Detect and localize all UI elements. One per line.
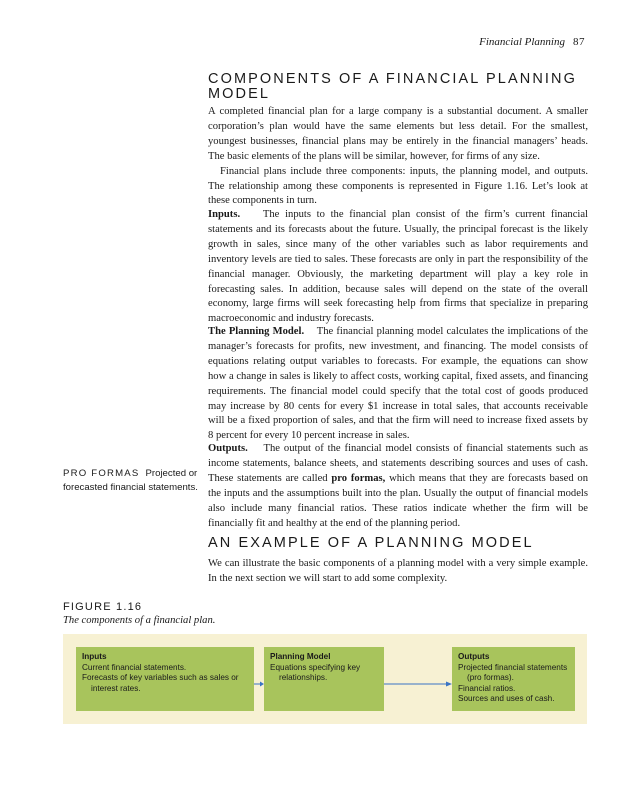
margin-glossary-note <box>63 467 199 495</box>
pro-formas-term: pro formas, <box>331 472 386 484</box>
figure-diagram <box>63 634 587 724</box>
inputs-run-in-heading: Inputs. <box>208 209 241 220</box>
inputs-box-title: Inputs <box>82 652 107 661</box>
inputs-text: The inputs to the financial plan consist of the firm’s current financial statements and its forecasts about the future. Usually, the principal forecast is the likely growth in sales, since many of the other variables such as labor requirements and inventory levels are tied to sales. These forecasts are only in part the responsibility of the financial manager. Obviously, the marketing department will play a key role in forecasting sales. In addition, because sales will depend on the state of the overall economy, large firms will seek forecasting help from firms that specialize in preparing macroeconomic and industry forecasts. <box>208 209 588 325</box>
glossary-definition: Projected or forecasted financial statements. <box>63 468 198 493</box>
planning-model-box-line: Equations specifying key relationships. <box>270 662 361 682</box>
outputs-box-line: Sources and uses of cash. <box>458 694 555 703</box>
outputs-box <box>452 647 575 711</box>
planning-model-box-title: Planning Model <box>270 652 331 661</box>
planning-model-run-in-heading: The Planning Model. <box>208 326 305 337</box>
example-text: We can illustrate the basic components of a planning model with a very simple example. In the next section we will start to add some complexity. <box>208 558 588 584</box>
planning-model-paragraph <box>208 325 588 444</box>
outputs-text-before: The output of the financial model consists of financial statements such as income statements, balance sheets, and statements describing sources and uses of cash. These statements are called <box>208 443 589 484</box>
section-heading-example: AN EXAMPLE OF A PLANNING MODEL <box>208 535 534 551</box>
figure-label: FIGURE 1.16 <box>63 601 143 613</box>
intro-text <box>208 105 588 209</box>
outputs-run-in-heading: Outputs. <box>208 443 248 454</box>
example-paragraph <box>208 557 588 587</box>
inputs-box-line: Forecasts of key variables such as sales or interest rates. <box>82 673 239 693</box>
intro-paragraph-2: Financial plans include three components: inputs, the planning model, and outputs. The relationship among these components is represented in Figure 1.16. Let’s look at these components in turn. <box>208 165 588 207</box>
outputs-box-line: Financial ratios. <box>458 683 516 693</box>
figure-caption: The components of a financial plan. <box>63 615 216 626</box>
outputs-box-line: Projected financial statements (pro formas). <box>458 662 568 682</box>
section-heading-components: COMPONENTS OF A FINANCIAL PLANNING MODEL <box>208 71 577 102</box>
arrow-model-to-outputs <box>384 679 452 689</box>
outputs-box-title: Outputs <box>458 652 490 661</box>
running-title: Financial Planning <box>479 36 565 48</box>
arrow-inputs-to-model <box>254 679 264 689</box>
outputs-paragraph <box>208 442 588 531</box>
running-head <box>479 36 585 48</box>
page-number: 87 <box>573 36 585 48</box>
inputs-box <box>76 647 254 711</box>
inputs-paragraph <box>208 208 588 327</box>
intro-paragraph-1: A completed financial plan for a large company is a substantial document. A smaller corporation’s plan would have the same elements but less detail. For the smallest, youngest businesses, financial plans may be entirely in the financial managers’ heads. The basic elements of the plans will be similar, however, for firms of any size. <box>208 106 588 162</box>
glossary-term: PRO FORMAS <box>63 468 140 479</box>
inputs-box-line: Current financial statements. <box>82 662 187 672</box>
planning-model-text: The financial planning model calculates the implications of the manager’s forecasts for profits, new investment, and financing. The model consists of equations relating output variables to forecasts. For example, the equations can show how a change in sales is likely to affect costs, working capital, fixed assets, and financing requirements. The financial model could specify that the total cost of goods produced may increase by 80 cents for every $1 increase in total sales, that accounts receivable will be a fixed proportion of sales, and that the firm will need to increase fixed assets by 8 percent for every 10 percent increase in sales. <box>208 326 588 442</box>
planning-model-box <box>264 647 384 711</box>
outputs-text-after: which means that they are forecasts based on the inputs and the assumptions built into the plan. Usually the output of financial models also include many financial ratios. These ratios indicate whether the firm will be financially fit and healthy at the end of the planning period. <box>208 472 588 529</box>
